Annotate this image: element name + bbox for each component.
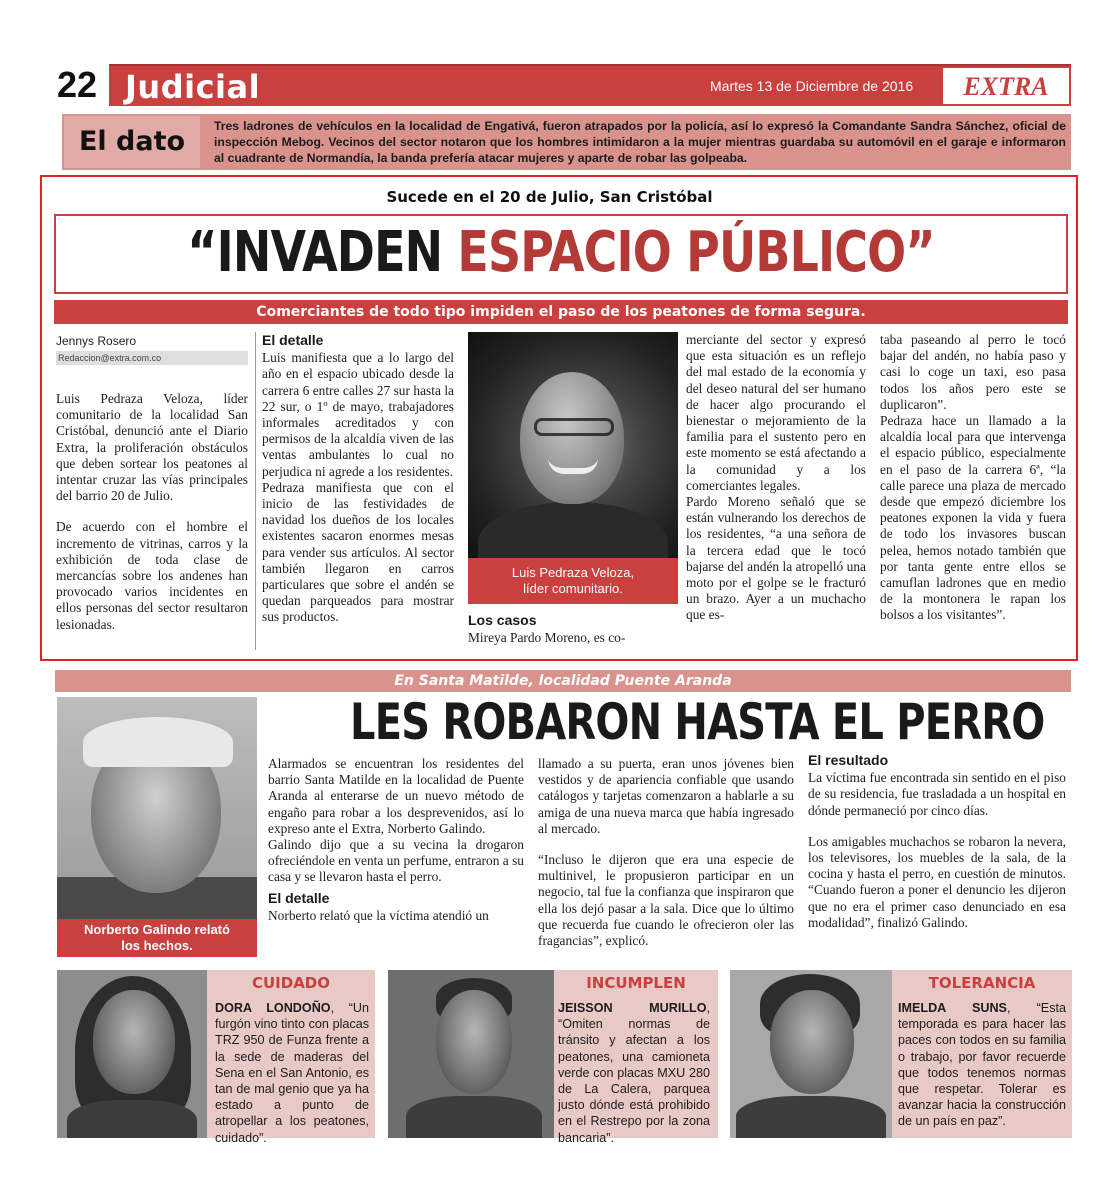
box-quote: , “Esta temporada es para hacer las paces con todos en su familia o trabajo, por favor recuerde que todos tenemos normas que respetar. Tolerar es avanzar hacia la construcción de un país en paz”. <box>898 1001 1066 1129</box>
box-person-name: DORA LONDOÑO <box>215 1001 331 1015</box>
article1-column-2 <box>262 332 454 626</box>
article2-title: LES ROBARON HASTA EL PERRO <box>350 693 1045 751</box>
box-person-name: IMELDA SUNS <box>898 1001 1007 1015</box>
box-title: INCUMPLEN <box>586 974 686 992</box>
extra-logo: EXTRA <box>941 66 1071 106</box>
photo-caption <box>468 558 678 604</box>
paragraph: “Incluso le dijeron que era una especie de multinivel, le propusieron participar en un negocio, tal fue la confianza que inspiraron que ella los dejó pasar a la sala. Dice que lo último que recuerda fue cuando le ofrecieron oler las fragancias”, explicó. <box>538 852 794 949</box>
article2-column-3 <box>808 752 1066 931</box>
el-dato-text: Tres ladrones de vehículos en la localidad de Engativá, fueron atrapados por la policía, así lo expresó la Comandante Sandra Sánchez, oficial de inspección Mebog. Vecinos del sector notaron que los hombres intimidaron a la mujer mientras guardaba su automóvil en el garaje e informaron al cuadrante de Normandía, la banda prefería atacar mujeres y aparte de robar las golpeaba. <box>214 119 1066 165</box>
subhead-el-detalle: El detalle <box>268 889 330 906</box>
article1-title <box>147 222 975 284</box>
photo-luis-pedraza <box>468 332 678 558</box>
paragraph: De acuerdo con el hombre el incremento de vitrinas, carros y la exhibición de toda clase de mercancías sobre los andenes han provocado varios incidentes en ellos personas del sector resultaron lesionadas. <box>56 519 248 632</box>
byline-email: Redaccion@extra.com.co <box>56 351 248 365</box>
box-text <box>215 1000 369 1146</box>
paragraph: llamado a su puerta, eran unos jóvenes bien vestidos y de apariencia confiable que usando catálogos y tarjetas comenzaron a hablarle a su amiga de una nueva marca que había ingresado al mercado. <box>538 756 794 836</box>
el-dato-box <box>62 114 1071 170</box>
paragraph: merciante del sector y expresó que esta situación es un reflejo del mal estado de la economía y del deseo natural del ser humano de hacer algo procurando el bienestar o mejoramiento de la familia para el sustento pero en este momento se está afectando a la comunidad y a los comerciantes legales. <box>686 332 866 493</box>
el-dato-label: El dato <box>64 116 200 168</box>
article1-kicker: Sucede en el 20 de Julio, San Cristóbal <box>386 188 713 206</box>
subhead-los-casos: Los casos <box>468 612 537 628</box>
paragraph: Luis manifiesta que a lo largo del año en el espacio ubicado desde la carrera 6 entre calles 27 sur hasta la 22 sur, o 1º de mayo, trabajadores informales acreditados y con permisos de la alcaldía viven de las ventas ambulantes lo cual no perjudica ni agrede a los residentes. <box>262 350 454 479</box>
paragraph: Mireya Pardo Moreno, es co- <box>468 630 626 646</box>
paragraph: taba paseando al perro le tocó bajar del andén, no había paso y casi lo coge un taxi, eso pasa todos los años pero este se duplicaron”. <box>880 332 1066 412</box>
caption-line: Norberto Galindo relató <box>84 922 230 937</box>
article2-column-1 <box>268 756 524 924</box>
byline: Jennys Rosero <box>56 334 137 348</box>
caption-line: Luis Pedraza Veloza, <box>511 565 635 580</box>
box-title: TOLERANCIA <box>928 974 1036 992</box>
box-title: CUIDADO <box>251 974 331 992</box>
box-text <box>558 1000 710 1146</box>
paragraph: Luis Pedraza Veloza, líder comunitario de la localidad San Cristóbal, denunció ante el Diario Extra, la proliferación obstáculos que deben sortear los peatones al intentar cruzar las vías principales del barrio 20 de Julio. <box>56 391 248 504</box>
paragraph: La víctima fue encontrada sin sentido en el piso de su residencia, fue trasladada a un hospital en dónde permaneció por cinco días. <box>808 770 1066 818</box>
subhead-el-detalle: El detalle <box>262 332 324 348</box>
article1-subtitle: Comerciantes de todo tipo impiden el paso de los peatones de forma segura. <box>54 300 1068 324</box>
article1-title-part2: ESPACIO PÚBLICO” <box>457 220 935 285</box>
box-quote: , “Un furgón vino tinto con placas TRZ 950 de Funza frente a la sede de maderas del Sena en el San Antonio, es tan de mal genio que ya ha estado a punto de atropellar a los peatones, cuidado”. <box>215 1001 369 1145</box>
paragraph: Pardo Moreno señaló que se están vulnerando los derechos de los residentes, “a una señora de la tercera edad que le tocó bajarse del andén la atropelló una moto por el golpe se le fracturó un brazo. Ayer a un muchacho que es- <box>686 494 866 623</box>
paragraph: Norberto relató que la víctima atendió un <box>268 907 489 923</box>
article1-column-3 <box>468 612 678 646</box>
photo-jeisson-murillo <box>388 970 554 1138</box>
article1-column-1 <box>56 391 248 633</box>
paragraph: Galindo dijo que a su vecina la drogaron ofreciéndole en venta un perfume, entraron a su casa y se llevaron hasta el perro. <box>268 837 524 885</box>
box-cuidado <box>57 970 375 1145</box>
article1-column-5 <box>880 332 1066 624</box>
article2-kicker: En Santa Matilde, localidad Puente Aranda <box>55 670 1071 692</box>
subhead-el-resultado: El resultado <box>808 752 889 768</box>
box-person-name: JEISSON MURILLO <box>558 1001 707 1015</box>
paragraph: Alarmados se encuentran los residentes del barrio Santa Matilde en la localidad de Puente Aranda al enterarse de un nuevo método de engaño para robar a los desprevenidos, así lo expreso ante el Extra, Norberto Galindo. <box>268 756 524 836</box>
page-header <box>55 64 1071 106</box>
photo-dora-londono <box>57 970 207 1138</box>
photo-norberto-galindo <box>57 697 257 919</box>
article1-title-part1: “INVADEN <box>187 220 458 285</box>
article1-title-box <box>54 214 1068 294</box>
paragraph: Pedraza manifiesta que con el inicio de las festividades de navidad los dueños de los locales existentes sacaron enormes mesas para vender sus artículos. Al sector también llegaron en carros particulares que sobre el andén se quedan parqueados para mostrar sus productos. <box>262 479 454 625</box>
box-quote: , “Omiten normas de tránsito y afectan a los peatones, una camioneta verde con placas MXU 280 de La Calera, parquea justo dónde está prohibido en el Restrepo por la zona bancaria”. <box>558 1001 710 1145</box>
section-title: Judicial <box>125 68 261 106</box>
box-text <box>898 1000 1066 1130</box>
article1-column-4 <box>686 332 866 624</box>
paragraph: Los amigables muchachos se robaron la nevera, los televisores, los muebles de la sala, de la cocina y hasta el perro, en cuestión de minutos. “Cuando fueron a poner el denuncio les dijeron que no era el primer caso denunciado en esa modalidad”, finalizó Galindo. <box>808 833 1066 930</box>
page-number: 22 <box>55 62 109 108</box>
paragraph: Pedraza hace un llamado a la alcaldía local para que intervenga el espacio público, especialmente en el paso de la carrera 6ª, “la calle parece una plaza de mercado desde que empezó diciembre los peatones exponen la vida y fuera de todo los invasores buscan pelea, hemos notado también que por tanta gente entre ellos se camuflan ladrones que en medio de la montonera le rapan los bolsos a los visitantes”. <box>880 413 1066 623</box>
box-incumplen <box>388 970 718 1145</box>
box-tolerancia <box>730 970 1072 1138</box>
photo-imelda-suns <box>730 970 892 1138</box>
issue-date: Martes 13 de Diciembre de 2016 <box>710 78 914 94</box>
column-divider <box>255 332 256 650</box>
caption-line: los hechos. <box>121 938 193 953</box>
photo-caption <box>57 919 257 957</box>
caption-line: líder comunitario. <box>523 581 623 596</box>
article2-column-2 <box>538 756 794 949</box>
